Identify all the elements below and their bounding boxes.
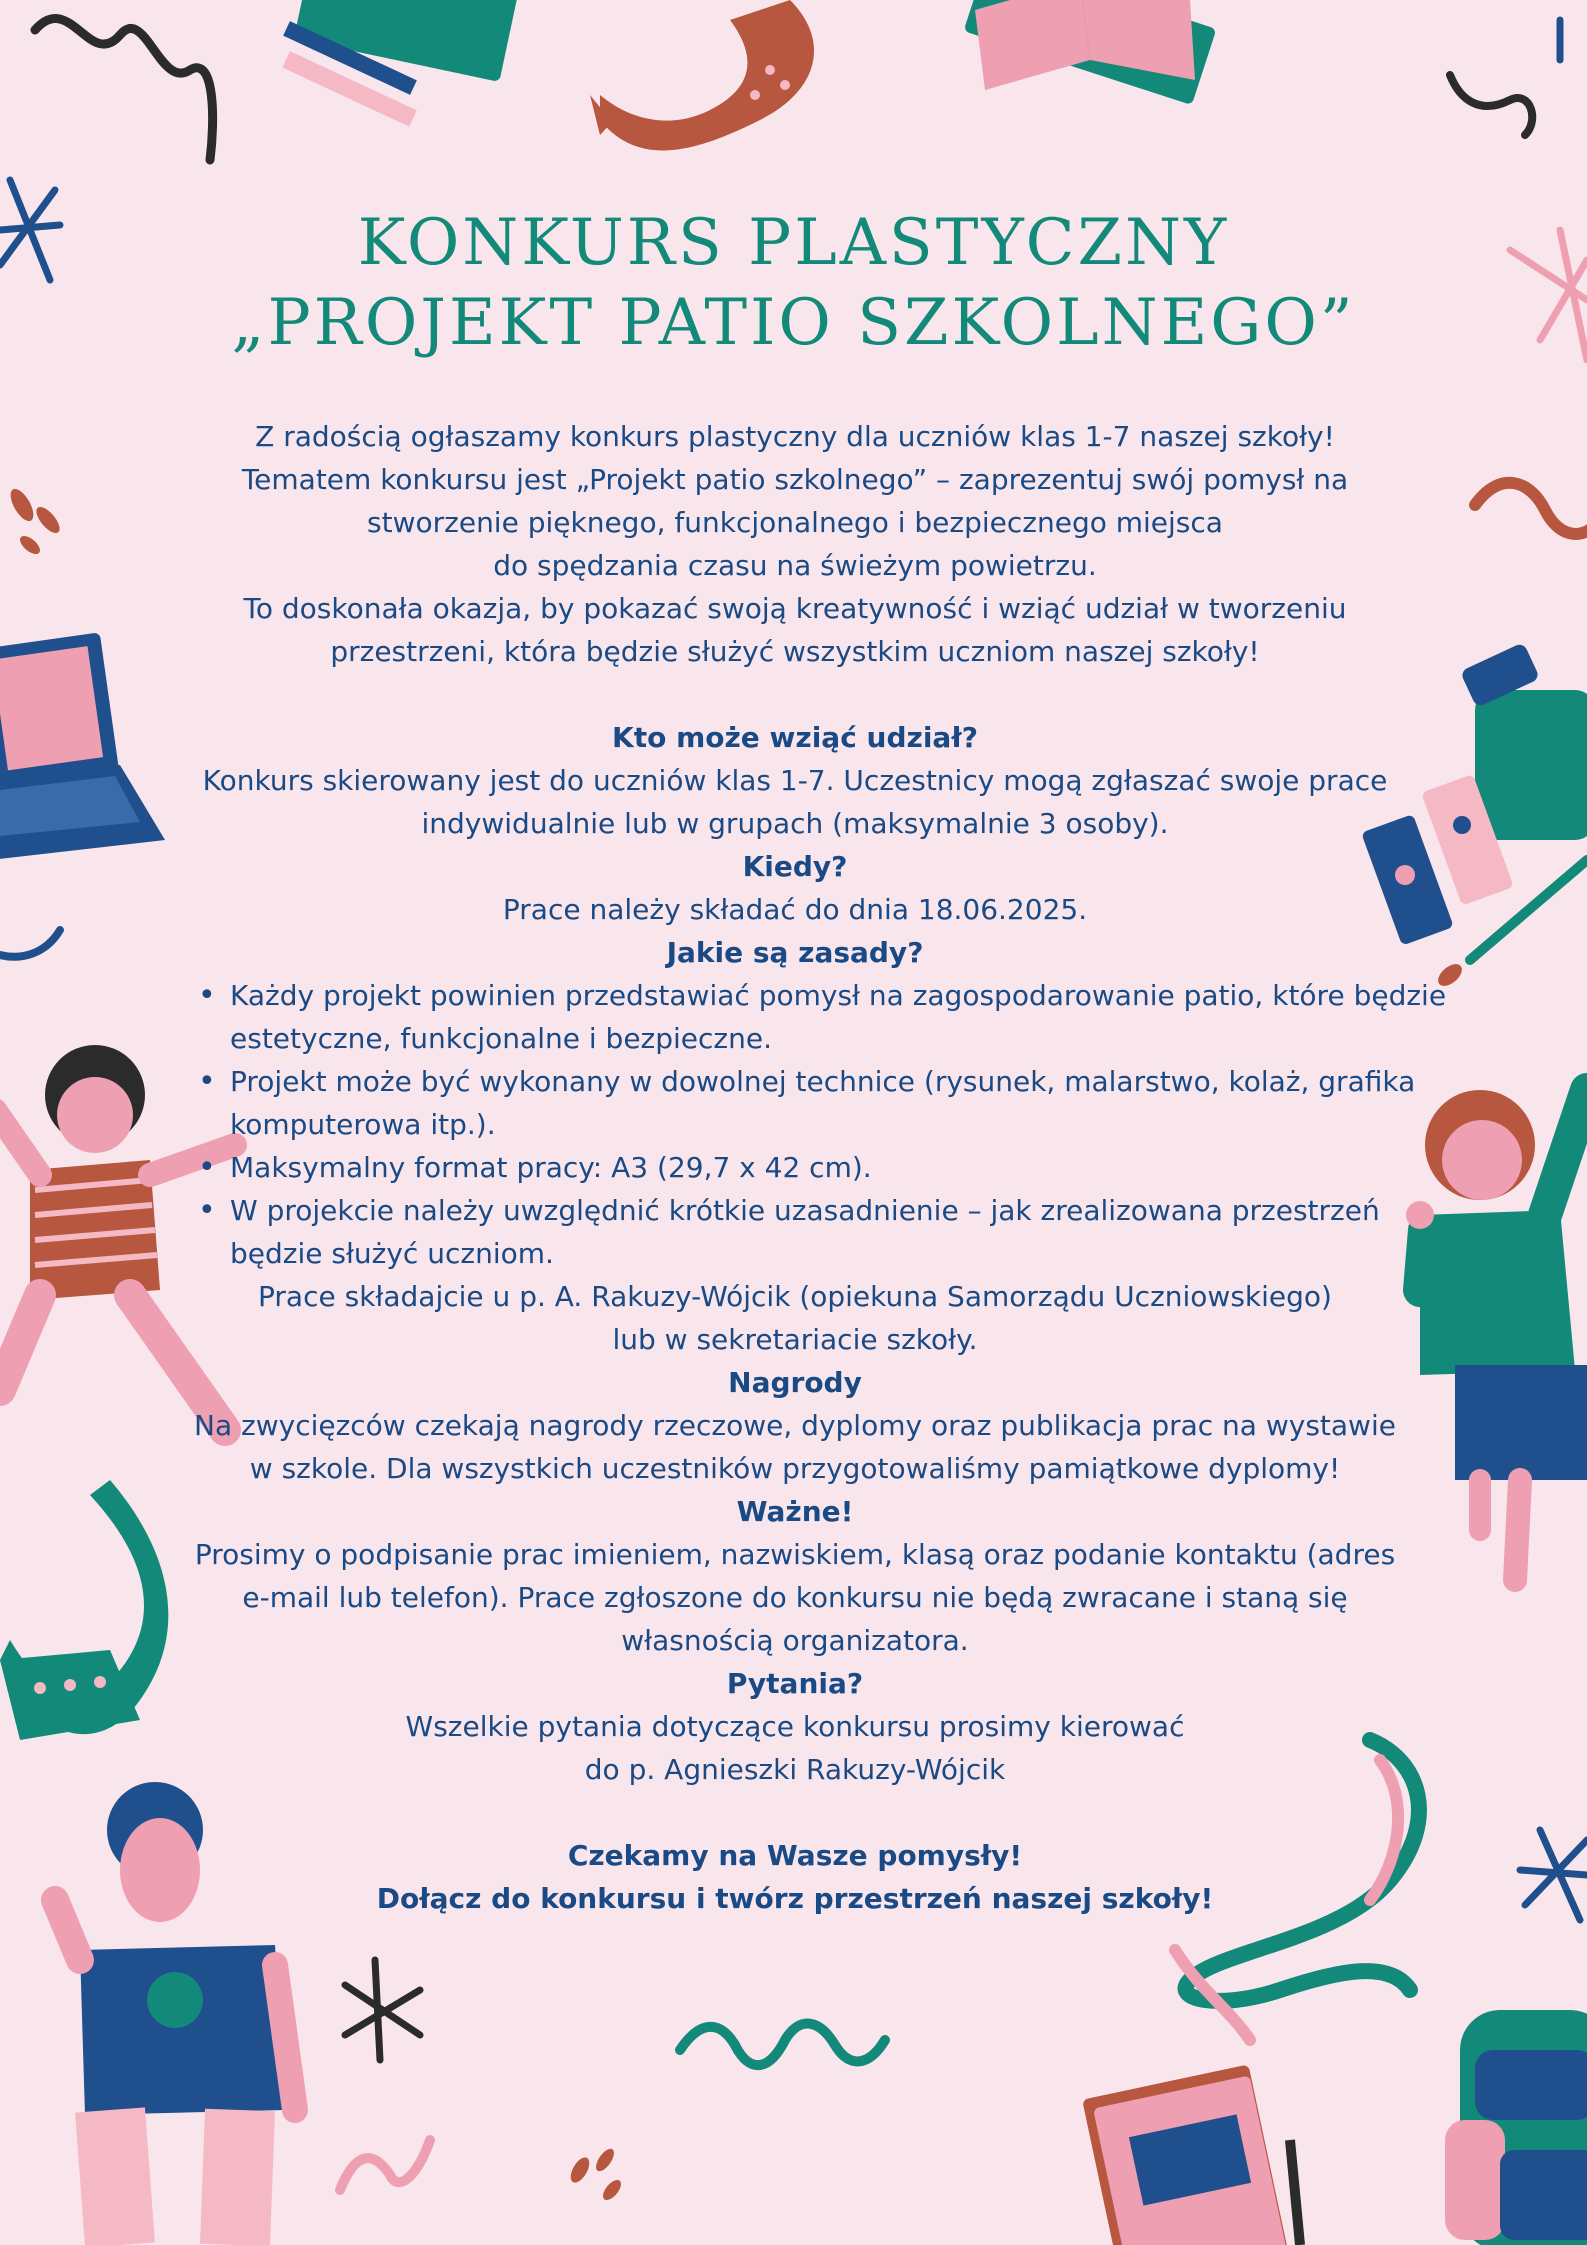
rules-list xyxy=(190,974,1460,1275)
spacer xyxy=(150,673,1440,716)
important-heading: Ważne! xyxy=(736,1495,854,1528)
questions-line: do p. Agnieszki Rakuzy-Wójcik xyxy=(584,1753,1006,1786)
important-line: e-mail lub telefon). Prace zgłoszone do konkursu nie będą zwracane i staną się xyxy=(242,1581,1348,1614)
asterisk-icon xyxy=(1520,1830,1587,1920)
important-line: Prosimy o podpisanie prac imieniem, nazwiskiem, klasą oraz podanie kontaktu (adres xyxy=(194,1538,1396,1571)
asterisk-icon xyxy=(345,1960,420,2060)
when-heading: Kiedy? xyxy=(742,850,848,883)
who-line: Konkurs skierowany jest do uczniów klas 1-7. Uczestnicy mogą zgłaszać swoje prace xyxy=(202,764,1388,797)
squiggle-icon xyxy=(1475,483,1587,534)
squiggle-icon xyxy=(35,18,213,160)
spacer xyxy=(150,1791,1440,1834)
rule-item: • W projekcie należy uwzględnić krótkie uzasadnienie – jak zrealizowana przestrzeń będzie służyć uczniom. xyxy=(190,1189,1460,1275)
when-text: Prace należy składać do dnia 18.06.2025. xyxy=(502,893,1088,926)
closing-line: Dołącz do konkursu i twórz przestrzeń naszej szkoły! xyxy=(376,1882,1214,1915)
brush-marks-icon xyxy=(6,485,64,557)
page-title-line-1: KONKURS PLASTYCZNY xyxy=(357,206,1230,280)
laptop-icon xyxy=(0,632,165,860)
intro-line: To doskonała okazja, by pokazać swoją kreatywność i wziąć udział w tworzeniu xyxy=(243,592,1347,625)
rule-item: • Maksymalny format pracy: A3 (29,7 x 42 cm). xyxy=(190,1146,1460,1189)
brush-marks-icon xyxy=(567,2146,624,2203)
intro-line: Z radością ogłaszamy konkurs plastyczny dla uczniów klas 1-7 naszej szkoły! xyxy=(255,420,1335,453)
intro-line: stworzenie pięknego, funkcjonalnego i bezpiecznego miejsca xyxy=(367,506,1223,539)
squiggle-icon xyxy=(1450,75,1532,135)
page-title-line-2: „PROJEKT PATIO SZKOLNEGO” xyxy=(231,286,1356,360)
saxophone-icon xyxy=(590,0,814,150)
prizes-line: Na zwycięzców czekają nagrody rzeczowe, dyplomy oraz publikacja prac na wystawie xyxy=(194,1409,1396,1442)
notebook-icon xyxy=(1082,2064,1300,2245)
prizes-line: w szkole. Dla wszystkich uczestników przygotowaliśmy pamiątkowe dyplomy! xyxy=(249,1452,1341,1485)
intro-line: do spędzania czasu na świeżym powietrzu. xyxy=(493,549,1097,582)
who-line: indywidualnie lub w grupach (maksymalnie 3 osoby). xyxy=(421,807,1169,840)
announcement-body xyxy=(150,415,1447,1920)
who-heading: Kto może wziąć udział? xyxy=(612,721,978,754)
intro-line: Tematem konkursu jest „Projekt patio szkolnego” – zaprezentuj swój pomysł na xyxy=(241,463,1349,496)
squiggle-icon xyxy=(340,2140,430,2190)
books-icon xyxy=(282,0,518,127)
rule-item: • Każdy projekt powinien przedstawiać pomysł na zagospodarowanie patio, które będzie estetyczne, funkcjonalne i bezpieczne. xyxy=(190,974,1460,1060)
backpack-icon xyxy=(1445,2010,1587,2245)
questions-heading: Pytania? xyxy=(726,1667,864,1700)
submit-line: Prace składajcie u p. A. Rakuzy-Wójcik (opiekuna Samorządu Uczniowskiego) xyxy=(258,1280,1332,1313)
squiggle-icon xyxy=(680,2024,885,2066)
open-book-icon xyxy=(964,0,1217,105)
rules-heading: Jakie są zasady? xyxy=(666,936,924,969)
important-line: własnością organizatora. xyxy=(621,1624,969,1657)
saxophone-icon xyxy=(0,1480,168,1740)
rule-item: • Projekt może być wykonany w dowolnej technice (rysunek, malarstwo, kolaż, grafika komputerowa itp.). xyxy=(190,1060,1460,1146)
intro-line: przestrzeni, która będzie służyć wszystkim uczniom naszej szkoły! xyxy=(330,635,1260,668)
submit-line: lub w sekretariacie szkoły. xyxy=(612,1323,978,1356)
closing-line: Czekamy na Wasze pomysły! xyxy=(567,1839,1023,1872)
squiggle-icon xyxy=(0,930,60,957)
questions-line: Wszelkie pytania dotyczące konkursu prosimy kierować xyxy=(405,1710,1185,1743)
prizes-heading: Nagrody xyxy=(728,1366,862,1399)
